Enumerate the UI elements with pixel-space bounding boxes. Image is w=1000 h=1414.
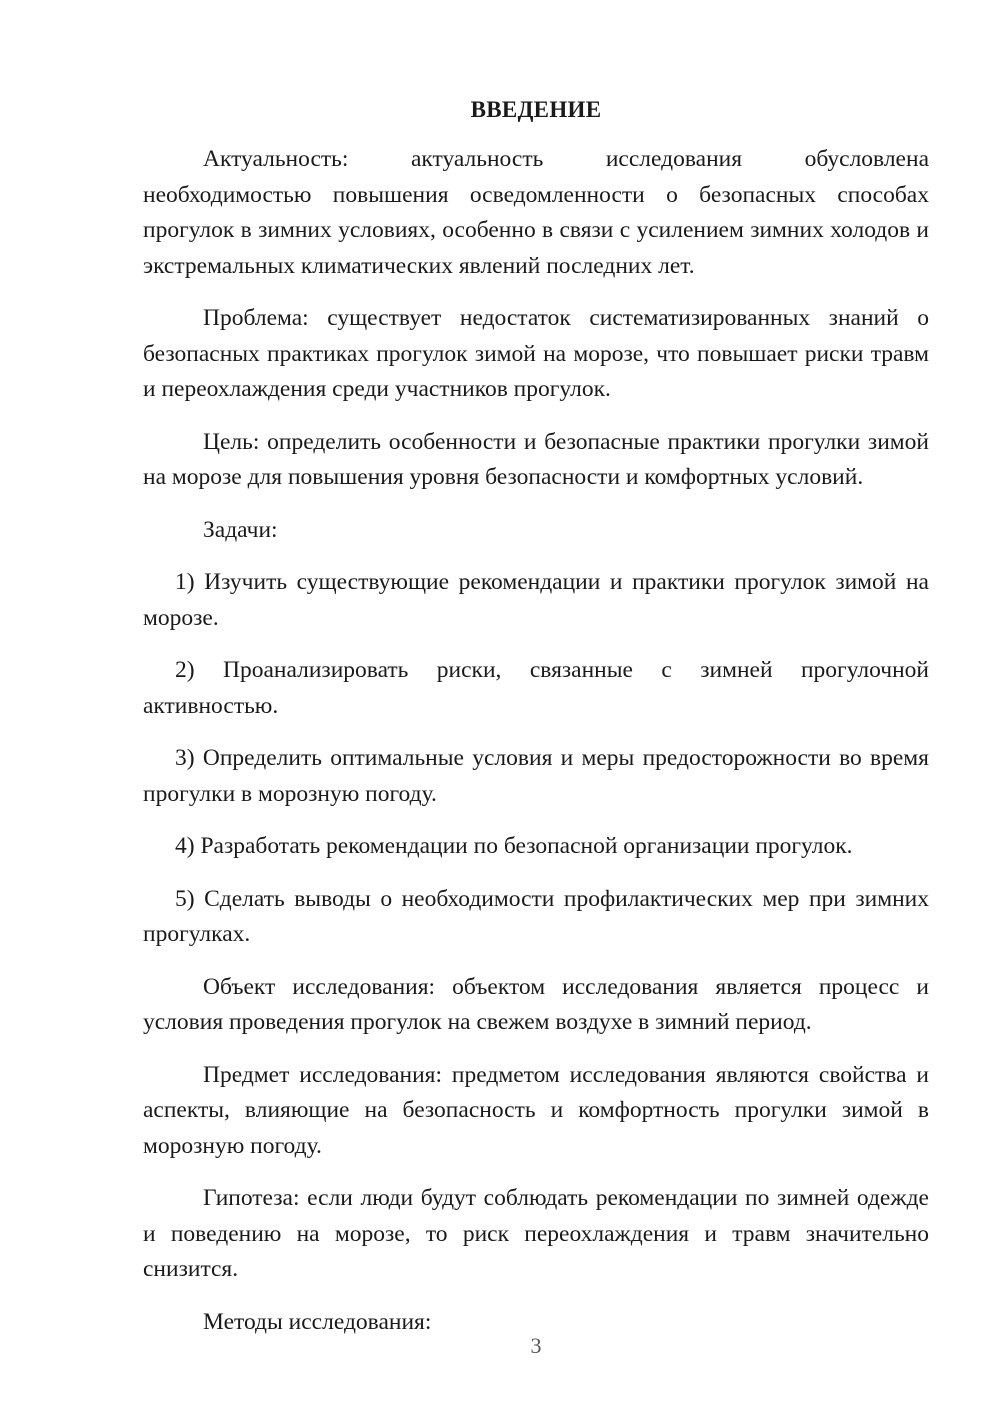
goal-paragraph: Цель: определить особенности и безопасные практики прогулки зимой на морозе для повышения уровня безопасности и комфортных условий.: [143, 428, 929, 490]
document-body: [143, 142, 929, 1340]
task-item-3: 3) Определить оптимальные условия и меры предосторожности во время прогулки в морозную погоду.: [143, 745, 929, 807]
subject-paragraph: Предмет исследования: предметом исследования являются свойства и аспекты, влияющие на безопасность и комфортность прогулки зимой в морозную погоду.: [143, 1061, 929, 1159]
tasks-heading: Задачи:: [203, 516, 278, 543]
task-item-4: 4) Разработать рекомендации по безопасной организации прогулок.: [175, 833, 853, 859]
task-item-5: 5) Сделать выводы о необходимости профилактических мер при зимних прогулках.: [143, 885, 929, 947]
methods-heading: Методы исследования:: [203, 1308, 432, 1335]
problem-paragraph: Проблема: существует недостаток систематизированных знаний о безопасных практиках прогулок зимой на морозе, что повышает риски травм и переохлаждения среди участников прогулок.: [143, 305, 929, 402]
section-title: ВВЕДЕНИЕ: [470, 97, 602, 122]
hypothesis-paragraph: Гипотеза: если люди будут соблюдать рекомендации по зимней одежде и поведению на морозе, то риск переохлаждения и травм значительно снизится.: [143, 1185, 929, 1282]
task-item-1: 1) Изучить существующие рекомендации и практики прогулок зимой на морозе.: [143, 569, 929, 631]
relevance-paragraph: Актуальность: актуальность исследования обусловлена необходимостью повышения осведомленности о безопасных способах прогулок в зимних условиях, особенно в связи с усилением зимних холодов и экстремальных климатических явлений последних лет.: [143, 146, 929, 279]
object-paragraph: Объект исследования: объектом исследования является процесс и условия проведения прогулок на свежем воздухе в зимний период.: [143, 973, 929, 1035]
task-item-2: 2) Проанализировать риски, связанные с зимней прогулочной активностью.: [143, 657, 929, 719]
page-number: 3: [530, 1333, 542, 1358]
